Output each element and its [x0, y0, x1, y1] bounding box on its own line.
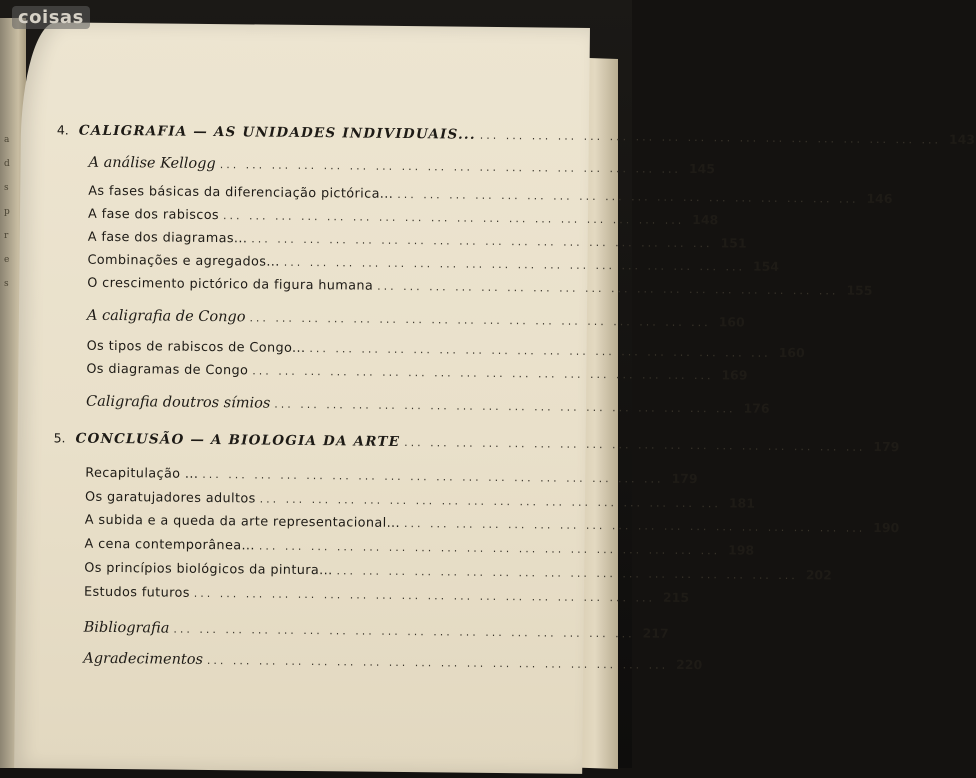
- page-number: 151: [720, 235, 747, 251]
- toc-entry: [87, 275, 873, 298]
- dot-leader: ... ... ... ... ... ... ... ... ... ... ... ... ... ... ... ... ... ...: [258, 539, 721, 558]
- subsection-title: O crescimento pictórico da figura humana: [87, 275, 374, 294]
- page-number: 220: [676, 656, 703, 673]
- page-number: 148: [692, 212, 719, 228]
- dot-leader: ... ... ... ... ... ... ... ... ... ... ... ... ... ... ... ... ... ...: [479, 128, 942, 147]
- page-number: 198: [727, 542, 755, 558]
- book-page: [14, 22, 976, 774]
- chapter-number: 5.: [53, 430, 66, 446]
- watermark-logo: coisas: [12, 6, 90, 29]
- page-number: 155: [846, 282, 873, 298]
- toc-entry: [86, 361, 748, 383]
- chapter-title: CONCLUSÃO — A BIOLOGIA DA ARTE: [75, 430, 401, 450]
- toc-entry: [84, 536, 755, 558]
- subsection-title: A fase dos rabiscos: [87, 206, 220, 224]
- toc-entry: [87, 206, 719, 228]
- toc-entry: [86, 338, 805, 361]
- toc-entry: [87, 229, 747, 251]
- dot-leader: ... ... ... ... ... ... ... ... ... ... ... ... ... ... ... ... ... ...: [336, 564, 798, 583]
- page-number: 145: [688, 160, 716, 177]
- dot-leader: ... ... ... ... ... ... ... ... ... ... ... ... ... ... ... ... ... ...: [397, 187, 859, 206]
- subsection-title: A subida e a queda da arte representacional...: [84, 512, 401, 531]
- dot-leader: ... ... ... ... ... ... ... ... ... ... ... ... ... ... ... ... ... ...: [259, 492, 722, 511]
- subsection-title: Os diagramas de Congo: [86, 361, 249, 379]
- section-title: Agradecimentos: [83, 650, 204, 668]
- dot-leader: ... ... ... ... ... ... ... ... ... ... ... ... ... ... ... ... ... ...: [251, 232, 713, 251]
- toc-entry: [84, 512, 900, 536]
- subsection-title: Combinações e agregados...: [87, 252, 280, 270]
- page-number: 143: [948, 131, 976, 147]
- dot-leader: ... ... ... ... ... ... ... ... ... ... ... ... ... ... ... ... ... ...: [202, 467, 664, 486]
- toc-entry: [56, 122, 976, 147]
- toc-entry: [88, 154, 716, 177]
- toc-entry: [84, 560, 832, 583]
- subsection-title: Os princípios biológicos da pintura...: [84, 560, 333, 579]
- dot-leader: ... ... ... ... ... ... ... ... ... ... ... ... ... ... ... ... ... ...: [222, 209, 685, 227]
- dot-leader: ... ... ... ... ... ... ... ... ... ... ... ... ... ... ... ... ... ...: [403, 517, 866, 535]
- dot-leader: ... ... ... ... ... ... ... ... ... ... ... ... ... ... ... ... ... ...: [283, 255, 746, 274]
- dot-leader: ... ... ... ... ... ... ... ... ... ... ... ... ... ... ... ... ... ...: [193, 586, 656, 605]
- page-number: 179: [671, 470, 698, 487]
- page-number: 217: [642, 625, 669, 641]
- dot-leader: ... ... ... ... ... ... ... ... ... ... ... ... ... ... ... ... ... ...: [173, 622, 635, 641]
- subsection-title: Os tipos de rabiscos de Congo...: [86, 338, 306, 356]
- chapter-title: CALIGRAFIA — AS UNIDADES INDIVIDUAIS...: [78, 122, 476, 143]
- section-title: Bibliografia: [83, 619, 170, 637]
- page-number: 190: [873, 519, 900, 536]
- toc-entry: [84, 489, 756, 511]
- page-number: 181: [728, 495, 756, 511]
- page-number: 169: [721, 367, 748, 383]
- dot-leader: ... ... ... ... ... ... ... ... ... ... ... ... ... ... ... ... ... ...: [377, 279, 839, 298]
- page-number: 202: [805, 567, 832, 583]
- left-page-marks: a d s p r e s: [4, 135, 10, 289]
- dot-leader: ... ... ... ... ... ... ... ... ... ... ... ... ... ... ... ... ... ...: [404, 436, 866, 454]
- toc-entry: [83, 619, 669, 641]
- page-number: 176: [743, 400, 770, 416]
- dot-leader: ... ... ... ... ... ... ... ... ... ... ... ... ... ... ... ... ... ...: [219, 158, 682, 176]
- toc-entry: [83, 650, 703, 673]
- page-number: 154: [752, 258, 780, 274]
- subsection-title: A cena contemporânea...: [84, 536, 255, 554]
- subsection-title: As fases básicas da diferenciação pictórica...: [88, 183, 394, 202]
- toc-entry: [85, 393, 770, 416]
- dot-leader: ... ... ... ... ... ... ... ... ... ... ... ... ... ... ... ... ... ...: [309, 342, 771, 360]
- toc-entry: [88, 183, 893, 207]
- page-number: 215: [662, 589, 690, 606]
- section-title: A caligrafia de Congo: [86, 307, 246, 326]
- subsection-title: Recapitulação ...: [85, 465, 199, 482]
- toc-entry: [83, 584, 690, 606]
- dot-leader: ... ... ... ... ... ... ... ... ... ... ... ... ... ... ... ... ... ...: [274, 397, 736, 416]
- toc-entry: [87, 252, 780, 274]
- page-number: 160: [718, 314, 745, 330]
- page-number: 160: [778, 344, 805, 361]
- dot-leader: ... ... ... ... ... ... ... ... ... ... ... ... ... ... ... ... ... ...: [249, 311, 711, 330]
- page-number: 179: [873, 438, 900, 455]
- dot-leader: ... ... ... ... ... ... ... ... ... ... ... ... ... ... ... ... ... ...: [206, 653, 669, 672]
- subsection-title: A fase dos diagramas...: [87, 229, 248, 247]
- subsection-title: Estudos futuros: [83, 584, 190, 601]
- toc-entry: [86, 307, 745, 330]
- toc-entry: [85, 465, 698, 487]
- chapter-number: 4.: [56, 122, 69, 138]
- section-title: A análise Kellogg: [88, 154, 216, 173]
- toc-entry: [53, 430, 900, 455]
- section-title: Caligrafia doutros símios: [85, 393, 271, 412]
- dot-leader: ... ... ... ... ... ... ... ... ... ... ... ... ... ... ... ... ... ...: [252, 364, 714, 383]
- table-of-contents: [14, 22, 976, 774]
- page-number: 146: [866, 190, 893, 207]
- subsection-title: Os garatujadores adultos: [84, 489, 256, 507]
